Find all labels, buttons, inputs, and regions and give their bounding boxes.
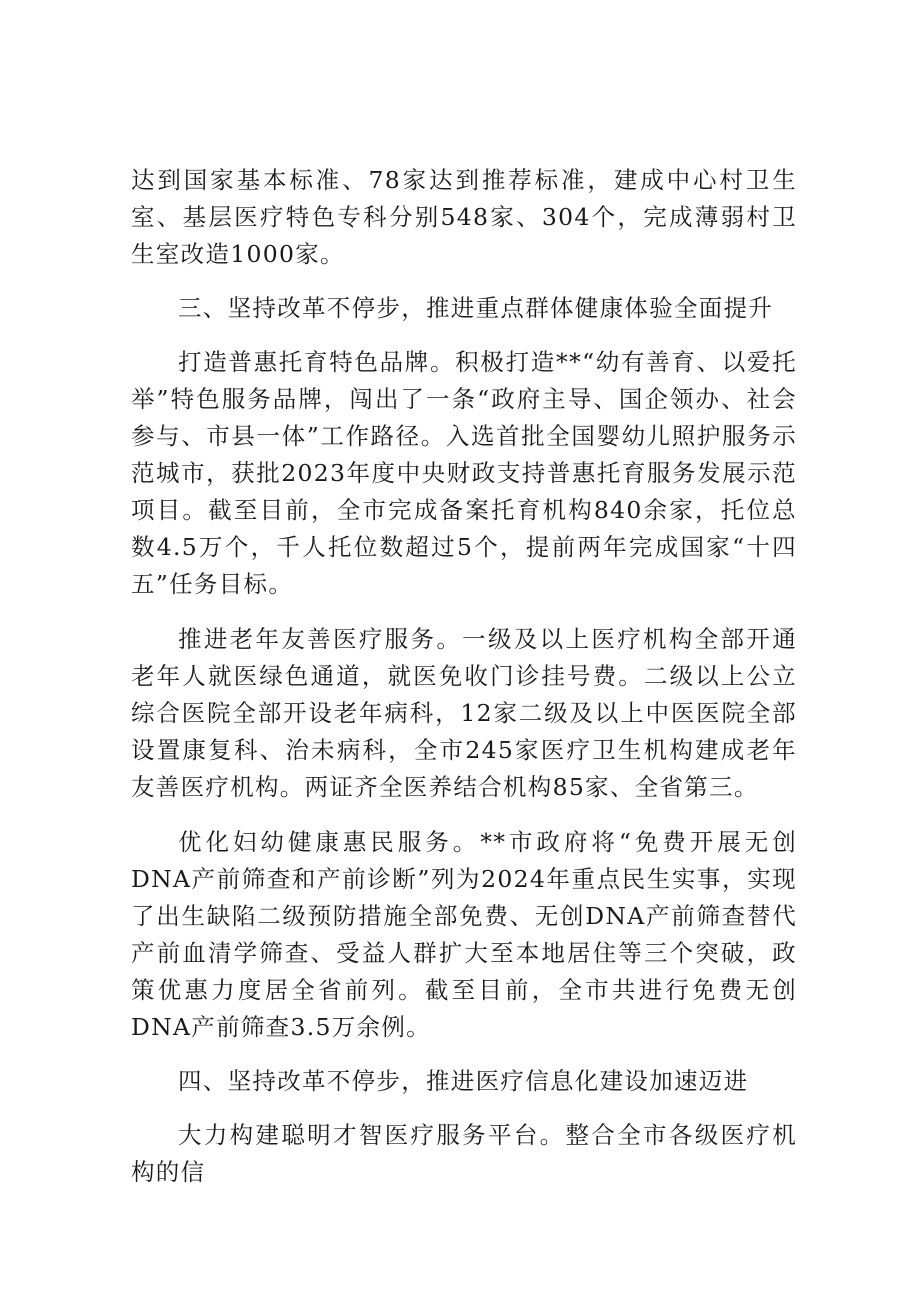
paragraph-smart-platform: 大力构建聪明才智医疗服务平台。整合全市各级医疗机构的信 bbox=[131, 1121, 797, 1186]
document-body bbox=[131, 162, 797, 1191]
paragraph-childcare: 打造普惠托育特色品牌。积极打造**“幼有善育、以爱托举”特色服务品牌，闯出了一条“政府主导、国企领办、社会参与、市县一体”工作路径。入选首批全国婴幼儿照护服务示范城市，获批2023年度中央财政支持普惠托育服务发展示范项目。截至目前，全市完成备案托育机构840余家，托位总数4.5万个，千人托位数超过5个，提前两年完成国家“十四五”任务目标。 bbox=[131, 348, 797, 598]
paragraph-maternal-health: 优化妇幼健康惠民服务。**市政府将“免费开展无创DNA产前筛查和产前诊断”列为2024年重点民生实事，实现了出生缺陷二级预防措施全部免费、无创DNA产前筛查替代产前血清学筛查、受益人群扩大至本地居住等三个突破，政策优惠力度居全省前列。截至目前，全市共进行免费无创DNA产前筛查3.5万余例。 bbox=[131, 828, 797, 1041]
paragraph-elderly-care: 推进老年友善医疗服务。一级及以上医疗机构全部开通老年人就医绿色通道，就医免收门诊挂号费。二级以上公立综合医院全部开设老年病科，12家二级及以上中医医院全部设置康复科、治未病科，全市245家医疗卫生机构建成老年友善医疗机构。两证齐全医养结合机构85家、全省第三。 bbox=[131, 625, 797, 801]
section-heading-3: 三、坚持改革不停步，推进重点群体健康体验全面提升 bbox=[178, 294, 774, 322]
paragraph-continuation: 达到国家基本标准、78家达到推荐标准，建成中心村卫生室、基层医疗特色专科分别548家、304个，完成薄弱村卫生室改造1000家。 bbox=[131, 166, 797, 268]
section-heading-4: 四、坚持改革不停步，推进医疗信息化建设加速迈进 bbox=[178, 1067, 749, 1095]
